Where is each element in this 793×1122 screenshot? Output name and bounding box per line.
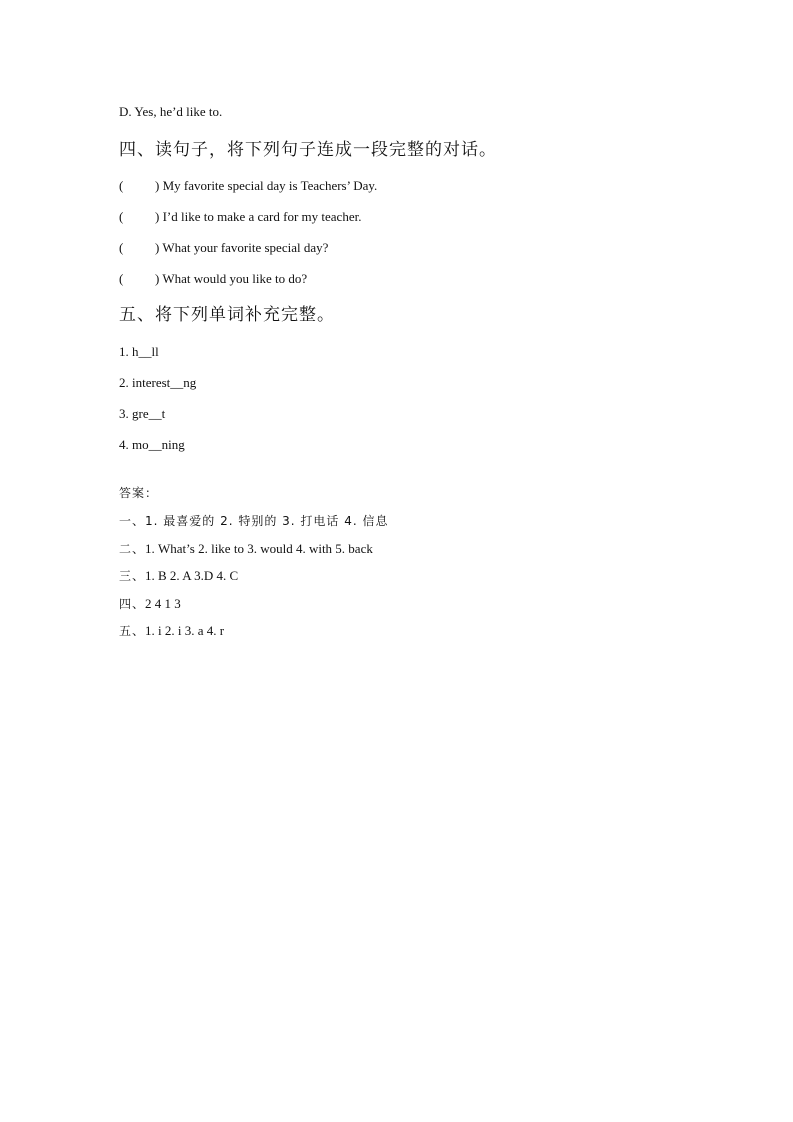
- answer-line-3: [119, 568, 238, 584]
- answer-body: 1. B 2. A 3.D 4. C: [145, 568, 239, 583]
- section-5-heading: 五、将下列单词补充完整。: [119, 305, 335, 325]
- section-5-item-1: 1. h__ll: [119, 344, 159, 359]
- answer-prefix: 一、: [119, 514, 146, 528]
- answers-label: 答案：: [119, 486, 159, 500]
- previous-option-d: D. Yes, he’d like to.: [119, 104, 223, 119]
- answer-prefix: 三、: [119, 569, 146, 583]
- section-4-item-1: [119, 178, 377, 194]
- blank-paren: (: [119, 240, 124, 255]
- answer-line-4: [119, 596, 181, 612]
- answer-line-1: [119, 513, 389, 529]
- sentence-text: ) What would you like to do?: [155, 271, 308, 286]
- blank-paren: (: [119, 271, 124, 286]
- answer-prefix: 五、: [119, 624, 146, 638]
- answer-line-5: [119, 623, 224, 639]
- section-5-item-2: 2. interest__ng: [119, 375, 197, 390]
- section-4-item-3: [119, 240, 328, 256]
- answer-body: 2 4 1 3: [145, 596, 181, 611]
- answer-prefix: 二、: [119, 542, 146, 556]
- section-4-heading: 四、读句子，将下列句子连成一段完整的对话。: [119, 140, 497, 160]
- answer-body: 1. i 2. i 3. a 4. r: [145, 623, 225, 638]
- section-5-item-3: 3. gre__t: [119, 406, 166, 421]
- answer-line-2: [119, 541, 373, 557]
- sentence-text: ) My favorite special day is Teachers’ Day.: [155, 178, 378, 193]
- section-5-item-4: 4. mo__ning: [119, 437, 185, 452]
- section-4-item-4: [119, 271, 307, 287]
- answer-body: 1. What’s 2. like to 3. would 4. with 5. back: [145, 541, 373, 556]
- section-4-item-2: [119, 209, 361, 225]
- answer-prefix: 四、: [119, 597, 146, 611]
- blank-paren: (: [119, 209, 124, 224]
- sentence-text: ) What your favorite special day?: [155, 240, 329, 255]
- blank-paren: (: [119, 178, 124, 193]
- answer-body: 1. 最喜爱的 2. 特别的 3. 打电话 4. 信息: [145, 514, 389, 528]
- sentence-text: ) I’d like to make a card for my teacher.: [155, 209, 362, 224]
